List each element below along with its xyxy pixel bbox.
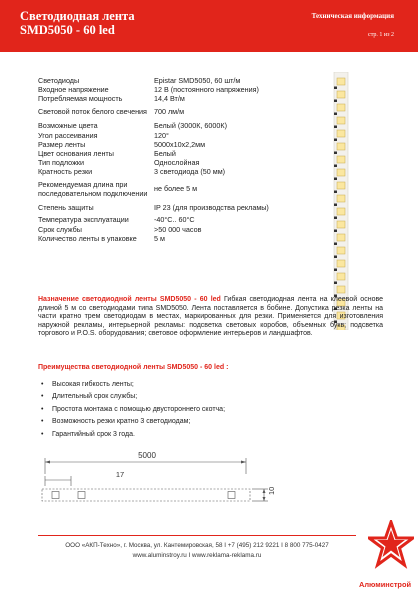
led-chip [337, 78, 345, 85]
led-chip [337, 208, 345, 215]
led-chip [337, 182, 345, 189]
advantage-item: • Высокая гибкость ленты; [52, 379, 225, 391]
purpose-title: Назначение светодиодной ленты SMD5050 - 60 led [38, 296, 221, 303]
spec-label: Входное напряжение [38, 85, 109, 95]
purpose-text: Гибкая светодиодная лента на клеевой основе длиной 5 м со светодиодами типа SMD5050. Лента поставляется в бобине. Допустика резка ленты на части кратно трем светодиодам в местах, маркированных для резки. Применяется для изготовления наружной рекламы, интерьерной рекламы: подсветка световых коробов, объемных букв; подсветка торгового и P.O.S. оборудования; световое оформление интерьеров и ландшафтов. [38, 296, 383, 338]
led-strip-image [330, 72, 352, 330]
footer-address: ООО «АКП-Техно», г. Москва, ул. Кантемировская, 58 I +7 (495) 212 9221 I 8 800 775-0427 [65, 542, 329, 549]
resistor [334, 165, 337, 168]
led-chip [337, 234, 345, 241]
spec-value: 14,4 Вт/м [154, 94, 185, 104]
star-logo-icon [368, 520, 414, 576]
header-info: Техническая информация [311, 12, 394, 20]
spec-label: Рекомендуемая длина при последовательном подключении [38, 180, 148, 198]
led-chip [337, 91, 345, 98]
led-chip [337, 221, 345, 228]
spec-value: IP 23 (для производства рекламы) [154, 203, 269, 213]
spec-row [38, 104, 328, 121]
spec-label: Угол рассеивания [38, 131, 98, 141]
pitch-label: 17 [115, 470, 125, 479]
spec-value: Однослойная [154, 158, 200, 168]
spec-label: Цвет основания ленты [38, 149, 114, 159]
spec-value: Белый (3000К, 6000К) [154, 121, 227, 131]
page-number: стр. 1 из 2 [368, 32, 394, 38]
resistor [334, 217, 337, 220]
spec-label: Кратность резки [38, 167, 93, 177]
spec-value: не более 5 м [154, 184, 198, 194]
led-chip [337, 169, 345, 176]
spec-label: Светодиоды [38, 76, 80, 86]
footer-divider [38, 535, 356, 536]
spec-row [38, 235, 328, 244]
spec-value: Epistar SMD5050, 60 шт/м [154, 76, 241, 86]
footer-links[interactable] [38, 552, 356, 559]
resistor [334, 256, 337, 259]
led-chip [337, 286, 345, 293]
length-label: 5000 [138, 451, 156, 460]
advantage-item: • Возможность резки кратно 3 светодиодам; [52, 416, 225, 428]
resistor [334, 152, 337, 155]
spec-value: 5 м [154, 234, 165, 244]
spec-label: Возможные цвета [38, 121, 98, 131]
led-chip [337, 247, 345, 254]
led-chip [337, 273, 345, 280]
led-chip [337, 195, 345, 202]
resistor [334, 191, 337, 194]
logo-text: Алюминстрой [358, 580, 412, 589]
page-header [0, 0, 418, 52]
resistor [334, 243, 337, 246]
spec-label: Тип подложки [38, 158, 85, 168]
led-chip [337, 156, 345, 163]
resistor [334, 282, 337, 285]
spec-row [38, 168, 328, 177]
resistor [334, 269, 337, 272]
spec-value: 3 светодиода (50 мм) [154, 167, 226, 177]
advantage-item: • Простота монтажа с помощью двустороннего скотча; [52, 404, 225, 416]
resistor [334, 204, 337, 207]
width-label: 10 [267, 486, 276, 495]
advantages-title: Преимущества светодиодной ленты SMD5050 - 60 led : [38, 364, 229, 371]
spec-table [38, 77, 328, 244]
resistor [334, 87, 337, 90]
title-line-1: Светодиодная лента [20, 9, 135, 23]
title-line-2: SMD5050 - 60 led [20, 23, 115, 37]
spec-label: Потребляемая мощность [38, 94, 123, 104]
led-chip [337, 117, 345, 124]
purpose-section [38, 296, 383, 339]
spec-value: Белый [154, 149, 176, 159]
resistor [334, 100, 337, 103]
spec-value: >50 000 часов [154, 225, 202, 235]
spec-value: -40°С.. 60°С [154, 215, 195, 225]
spec-label: Световой поток белого свечения [38, 107, 147, 117]
document-title [20, 9, 135, 37]
spec-value: 700 лм/м [154, 107, 185, 117]
spec-label: Степень защиты [38, 203, 94, 213]
strip-dimension-drawing [38, 440, 288, 510]
spec-label: Срок службы [38, 225, 82, 235]
footer-links-text[interactable]: www.aluminstroy.ru I www.reklama-reklama.ru [132, 552, 262, 559]
spec-value: 12 В (постоянного напряжения) [154, 85, 259, 95]
spec-label: Количество ленты в упаковке [38, 234, 137, 244]
resistor [334, 178, 337, 181]
advantage-item: • Длительный срок службы; [52, 391, 225, 403]
resistor [334, 126, 337, 129]
spec-row [38, 177, 328, 202]
led-chip [337, 130, 345, 137]
spec-row [38, 95, 328, 104]
spec-value: 120° [154, 131, 169, 141]
resistor [334, 139, 337, 142]
led-chip [337, 104, 345, 111]
advantages-list [52, 379, 225, 441]
resistor [334, 113, 337, 116]
spec-label: Размер ленты [38, 140, 86, 150]
resistor [334, 230, 337, 233]
led-chip [337, 260, 345, 267]
advantage-item: • Гарантийный срок 3 года. [52, 429, 225, 441]
spec-label: Температура эксплуатации [38, 215, 129, 225]
spec-value: 5000х10х2,2мм [154, 140, 206, 150]
spec-row [38, 202, 328, 215]
led-chip [337, 143, 345, 150]
